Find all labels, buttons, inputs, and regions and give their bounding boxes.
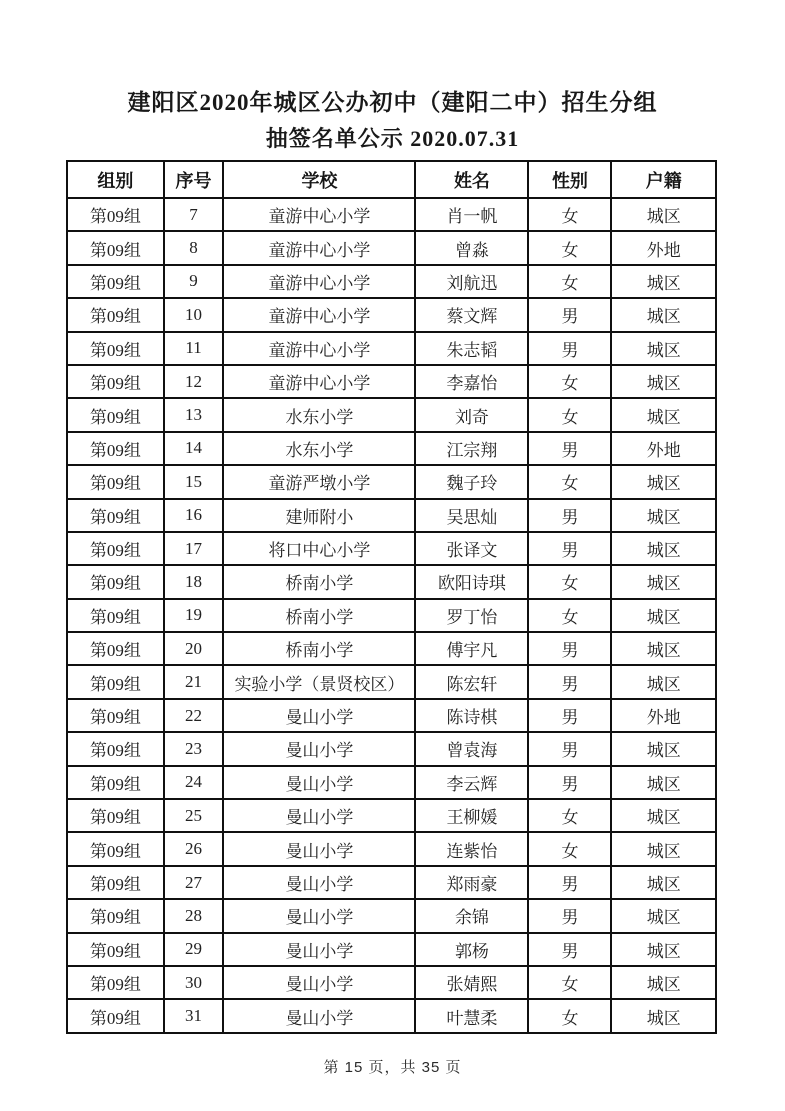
cell-no: 12	[164, 365, 224, 398]
cell-no: 7	[164, 198, 224, 231]
cell-no: 15	[164, 465, 224, 498]
cell-no: 10	[164, 298, 224, 331]
cell-school: 曼山小学	[223, 999, 415, 1032]
cell-group: 第09组	[67, 899, 164, 932]
cell-gender: 男	[528, 899, 611, 932]
cell-no: 23	[164, 732, 224, 765]
cell-no: 14	[164, 432, 224, 465]
cell-no: 21	[164, 665, 224, 698]
cell-name: 吴思灿	[415, 499, 528, 532]
cell-gender: 女	[528, 999, 611, 1032]
table-row	[67, 632, 716, 665]
cell-gender: 男	[528, 298, 611, 331]
cell-gender: 女	[528, 966, 611, 999]
cell-group: 第09组	[67, 832, 164, 865]
table-row	[67, 298, 716, 331]
cell-school: 曼山小学	[223, 899, 415, 932]
cell-residence: 城区	[611, 332, 716, 365]
cell-group: 第09组	[67, 398, 164, 431]
cell-residence: 城区	[611, 799, 716, 832]
cell-residence: 外地	[611, 699, 716, 732]
cell-gender: 男	[528, 632, 611, 665]
cell-residence: 城区	[611, 766, 716, 799]
cell-name: 江宗翔	[415, 432, 528, 465]
cell-gender: 男	[528, 699, 611, 732]
table-row	[67, 365, 716, 398]
table-row	[67, 665, 716, 698]
cell-residence: 城区	[611, 632, 716, 665]
cell-residence: 城区	[611, 565, 716, 598]
page-title-line1: 建阳区2020年城区公办初中（建阳二中）招生分组	[127, 90, 658, 115]
col-header-school: 学校	[223, 161, 415, 198]
cell-group: 第09组	[67, 732, 164, 765]
cell-residence: 城区	[611, 966, 716, 999]
cell-name: 张婧熙	[415, 966, 528, 999]
cell-no: 8	[164, 231, 224, 264]
cell-group: 第09组	[67, 265, 164, 298]
page-title-line2: 抽签名单公示 2020.07.31	[265, 126, 520, 151]
cell-school: 曼山小学	[223, 933, 415, 966]
table-row	[67, 398, 716, 431]
cell-group: 第09组	[67, 766, 164, 799]
cell-residence: 城区	[611, 365, 716, 398]
cell-no: 18	[164, 565, 224, 598]
cell-school: 桥南小学	[223, 599, 415, 632]
table-row	[67, 499, 716, 532]
cell-group: 第09组	[67, 699, 164, 732]
cell-residence: 城区	[611, 999, 716, 1032]
table-row	[67, 231, 716, 264]
cell-no: 29	[164, 933, 224, 966]
cell-gender: 女	[528, 365, 611, 398]
cell-gender: 男	[528, 933, 611, 966]
cell-no: 16	[164, 499, 224, 532]
cell-group: 第09组	[67, 365, 164, 398]
cell-name: 郑雨豪	[415, 866, 528, 899]
cell-name: 蔡文辉	[415, 298, 528, 331]
cell-group: 第09组	[67, 332, 164, 365]
cell-school: 童游中心小学	[223, 298, 415, 331]
cell-name: 李嘉怡	[415, 365, 528, 398]
cell-school: 童游中心小学	[223, 231, 415, 264]
cell-school: 水东小学	[223, 432, 415, 465]
table-row	[67, 332, 716, 365]
col-header-name: 姓名	[415, 161, 528, 198]
cell-name: 朱志韬	[415, 332, 528, 365]
cell-residence: 城区	[611, 866, 716, 899]
cell-residence: 城区	[611, 599, 716, 632]
cell-no: 31	[164, 999, 224, 1032]
cell-gender: 男	[528, 732, 611, 765]
cell-gender: 女	[528, 198, 611, 231]
cell-no: 9	[164, 265, 224, 298]
cell-group: 第09组	[67, 933, 164, 966]
table-row	[67, 265, 716, 298]
cell-school: 曼山小学	[223, 699, 415, 732]
table-row	[67, 432, 716, 465]
page-number: 第 15 页，共 35 页	[323, 1059, 462, 1076]
table-row	[67, 465, 716, 498]
cell-name: 曾袁海	[415, 732, 528, 765]
cell-no: 11	[164, 332, 224, 365]
cell-no: 27	[164, 866, 224, 899]
cell-group: 第09组	[67, 866, 164, 899]
table-row	[67, 899, 716, 932]
cell-name: 陈诗棋	[415, 699, 528, 732]
col-header-no: 序号	[164, 161, 224, 198]
cell-residence: 城区	[611, 665, 716, 698]
cell-no: 30	[164, 966, 224, 999]
cell-no: 26	[164, 832, 224, 865]
cell-gender: 女	[528, 465, 611, 498]
cell-residence: 城区	[611, 265, 716, 298]
cell-residence: 城区	[611, 198, 716, 231]
cell-residence: 城区	[611, 499, 716, 532]
cell-group: 第09组	[67, 432, 164, 465]
cell-school: 曼山小学	[223, 966, 415, 999]
cell-name: 刘奇	[415, 398, 528, 431]
col-header-group: 组别	[67, 161, 164, 198]
cell-no: 17	[164, 532, 224, 565]
cell-name: 叶慧柔	[415, 999, 528, 1032]
table-header-row	[67, 161, 716, 198]
table-row	[67, 565, 716, 598]
cell-residence: 城区	[611, 298, 716, 331]
cell-residence: 城区	[611, 398, 716, 431]
cell-gender: 男	[528, 766, 611, 799]
cell-name: 肖一帆	[415, 198, 528, 231]
cell-residence: 外地	[611, 231, 716, 264]
cell-name: 王柳媛	[415, 799, 528, 832]
cell-name: 张译文	[415, 532, 528, 565]
cell-school: 水东小学	[223, 398, 415, 431]
cell-gender: 男	[528, 432, 611, 465]
cell-gender: 女	[528, 231, 611, 264]
cell-school: 童游中心小学	[223, 332, 415, 365]
cell-school: 童游中心小学	[223, 198, 415, 231]
cell-school: 曼山小学	[223, 832, 415, 865]
cell-residence: 城区	[611, 832, 716, 865]
table-body	[67, 198, 716, 1033]
cell-name: 罗丁怡	[415, 599, 528, 632]
cell-name: 魏子玲	[415, 465, 528, 498]
cell-group: 第09组	[67, 298, 164, 331]
cell-gender: 女	[528, 799, 611, 832]
cell-gender: 女	[528, 265, 611, 298]
cell-group: 第09组	[67, 198, 164, 231]
table-row	[67, 599, 716, 632]
table-row	[67, 866, 716, 899]
table-row	[67, 532, 716, 565]
cell-school: 建师附小	[223, 499, 415, 532]
cell-name: 曾淼	[415, 231, 528, 264]
table-row	[67, 198, 716, 231]
cell-group: 第09组	[67, 565, 164, 598]
table-header	[67, 161, 716, 198]
cell-group: 第09组	[67, 632, 164, 665]
roster-table	[66, 160, 717, 1034]
table-row	[67, 766, 716, 799]
cell-residence: 外地	[611, 432, 716, 465]
cell-gender: 男	[528, 332, 611, 365]
table-row	[67, 699, 716, 732]
cell-name: 郭杨	[415, 933, 528, 966]
cell-gender: 女	[528, 398, 611, 431]
cell-school: 曼山小学	[223, 866, 415, 899]
cell-group: 第09组	[67, 966, 164, 999]
cell-name: 陈宏轩	[415, 665, 528, 698]
cell-no: 22	[164, 699, 224, 732]
cell-name: 刘航迅	[415, 265, 528, 298]
cell-name: 余锦	[415, 899, 528, 932]
cell-gender: 男	[528, 665, 611, 698]
cell-residence: 城区	[611, 899, 716, 932]
table-row	[67, 732, 716, 765]
table-row	[67, 966, 716, 999]
cell-group: 第09组	[67, 231, 164, 264]
cell-no: 19	[164, 599, 224, 632]
cell-no: 13	[164, 398, 224, 431]
cell-name: 傅宇凡	[415, 632, 528, 665]
cell-residence: 城区	[611, 465, 716, 498]
cell-school: 将口中心小学	[223, 532, 415, 565]
cell-school: 童游中心小学	[223, 365, 415, 398]
cell-gender: 男	[528, 866, 611, 899]
cell-name: 李云辉	[415, 766, 528, 799]
title-block	[0, 84, 785, 153]
cell-name: 欧阳诗琪	[415, 565, 528, 598]
cell-school: 实验小学（景贤校区）	[223, 665, 415, 698]
cell-school: 童游严墩小学	[223, 465, 415, 498]
cell-no: 24	[164, 766, 224, 799]
table-row	[67, 799, 716, 832]
cell-residence: 城区	[611, 532, 716, 565]
cell-residence: 城区	[611, 732, 716, 765]
cell-no: 28	[164, 899, 224, 932]
cell-group: 第09组	[67, 799, 164, 832]
cell-group: 第09组	[67, 532, 164, 565]
cell-group: 第09组	[67, 599, 164, 632]
cell-school: 桥南小学	[223, 632, 415, 665]
cell-school: 曼山小学	[223, 799, 415, 832]
cell-school: 童游中心小学	[223, 265, 415, 298]
cell-no: 25	[164, 799, 224, 832]
cell-group: 第09组	[67, 665, 164, 698]
table-row	[67, 933, 716, 966]
cell-no: 20	[164, 632, 224, 665]
cell-school: 曼山小学	[223, 732, 415, 765]
cell-gender: 女	[528, 599, 611, 632]
cell-school: 曼山小学	[223, 766, 415, 799]
col-header-gender: 性别	[528, 161, 611, 198]
cell-group: 第09组	[67, 499, 164, 532]
cell-group: 第09组	[67, 465, 164, 498]
col-header-residence: 户籍	[611, 161, 716, 198]
cell-gender: 女	[528, 565, 611, 598]
cell-school: 桥南小学	[223, 565, 415, 598]
table-row	[67, 999, 716, 1032]
cell-gender: 女	[528, 832, 611, 865]
cell-gender: 男	[528, 532, 611, 565]
cell-group: 第09组	[67, 999, 164, 1032]
cell-residence: 城区	[611, 933, 716, 966]
cell-gender: 男	[528, 499, 611, 532]
table-row	[67, 832, 716, 865]
cell-name: 连紫怡	[415, 832, 528, 865]
